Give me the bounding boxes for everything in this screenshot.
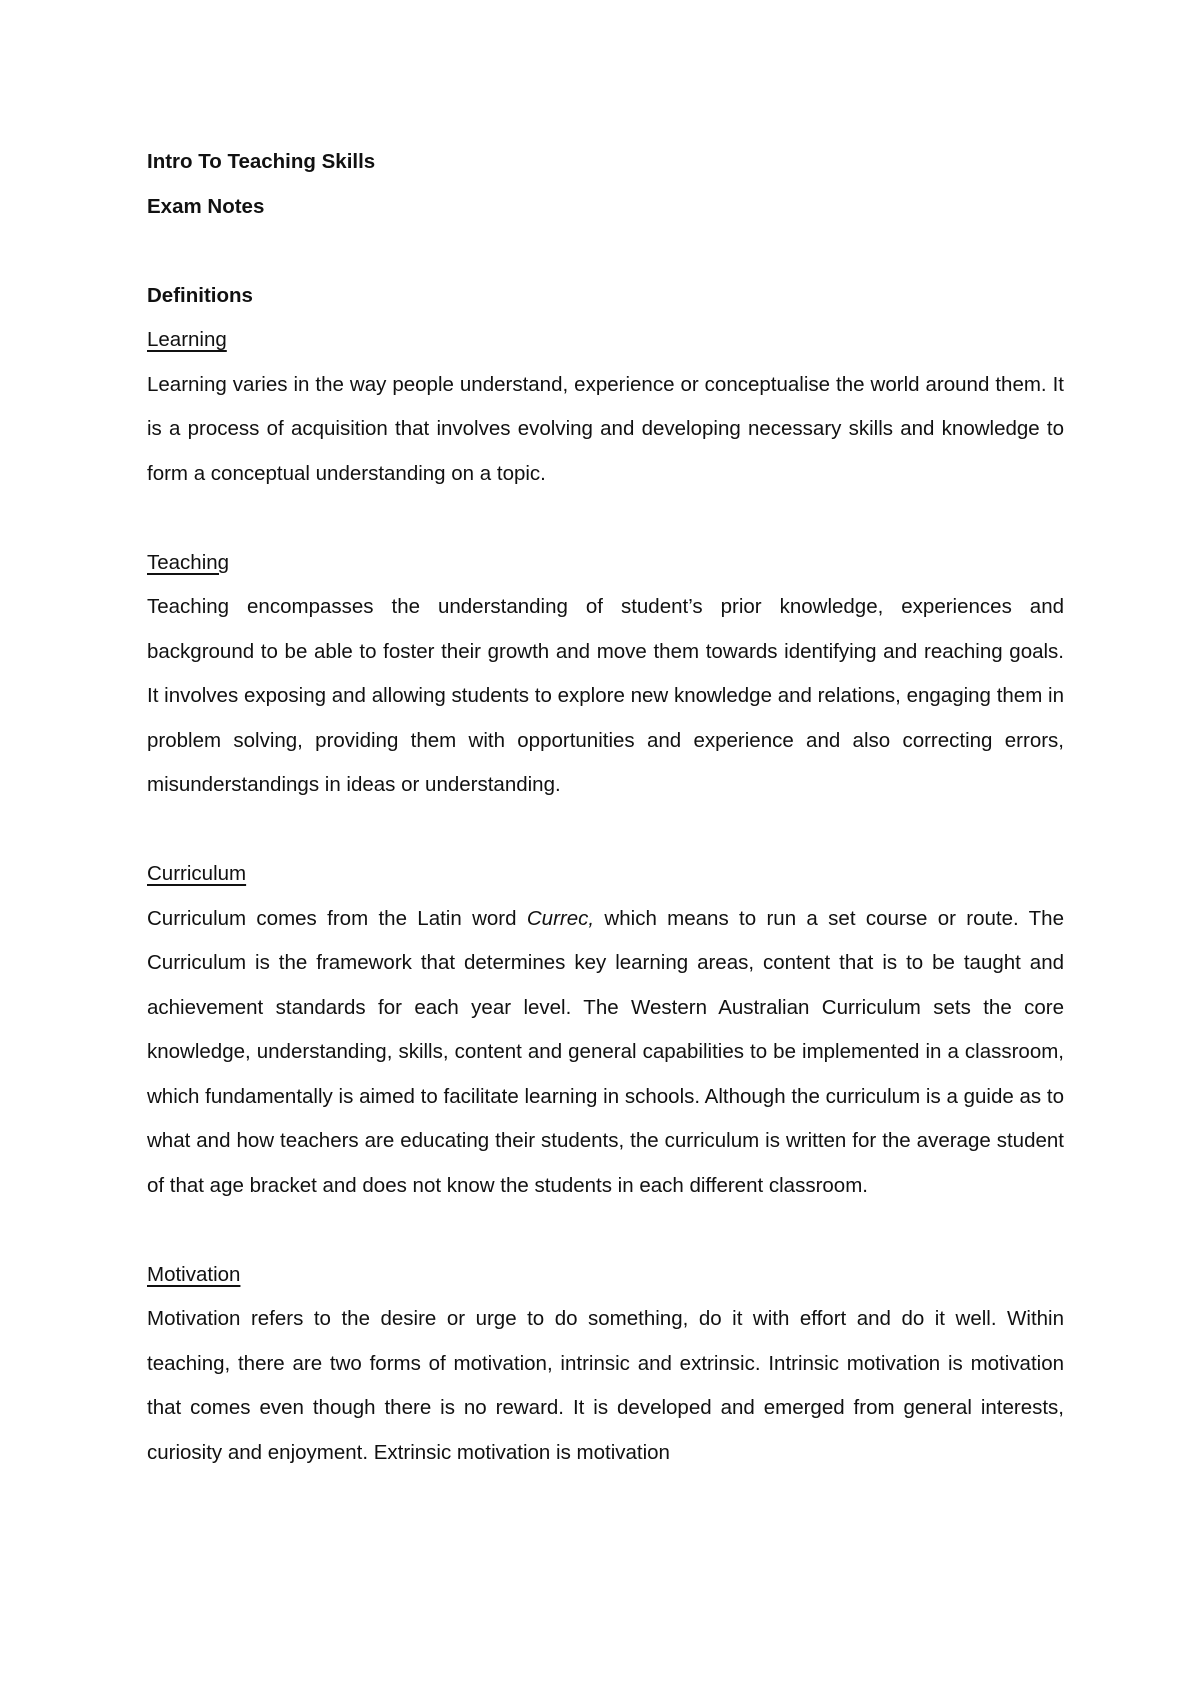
teaching-heading-text: Teaching xyxy=(147,550,230,574)
motivation-heading-text: Motivation xyxy=(147,1262,241,1286)
curriculum-text-rest: which means to run a set course or route. The Curriculum is the framework that determines key learning areas, content that is to be taught and achievement standards for each year level. The Western Australian Curriculum sets the core knowledge, understanding, skills, content and general capabilities to be implemented in a classroom, which fundamentally is aimed to facilitate learning in schools. Although the curriculum is a guide as to what and how teachers are educating their students, the curriculum is written for the average student of that age bracket and does not know the students in each different classroom. xyxy=(147,906,1064,1197)
learning-paragraph: Learning varies in the way people understand, experience or conceptualise the world around them. It is a process of acquisition that involves evolving and developing necessary skills and knowledge to form a conceptual understanding on a topic. xyxy=(147,372,1064,485)
blank-line xyxy=(147,1208,1064,1253)
teaching-paragraph: Teaching encompasses the understanding of student’s prior knowledge, experiences and background to be able to foster their growth and move them towards identifying and reaching goals. It involves exposing and allowing students to explore new knowledge and relations, engaging them in problem solving, providing them with opportunities and experience and also correcting errors, misunderstandings in ideas or understanding. xyxy=(147,595,1064,796)
curriculum-latin-word: Currec, xyxy=(526,906,595,930)
teaching-heading xyxy=(147,541,1064,586)
curriculum-heading xyxy=(147,852,1064,897)
motivation-heading xyxy=(147,1253,1064,1298)
document-title: Intro To Teaching Skills xyxy=(147,150,376,173)
blank-line xyxy=(147,808,1064,853)
curriculum-paragraph xyxy=(147,897,1064,1209)
learning-heading xyxy=(147,318,1064,363)
blank-line xyxy=(147,496,1064,541)
learning-heading-text: Learning xyxy=(147,328,227,351)
curriculum-heading-text: Curriculum xyxy=(147,862,247,885)
blank-line xyxy=(147,229,1064,274)
document-content xyxy=(147,140,1064,1475)
curriculum-text-start: Curriculum comes from the Latin word xyxy=(147,906,527,930)
motivation-paragraph: Motivation refers to the desire or urge to do something, do it with effort and do it well. Within teaching, there are two forms of motivation, intrinsic and extrinsic. Intrinsic motivation is motivation that comes even though there is no reward. It is developed and emerged from general interests, curiosity and enjoyment. Extrinsic motivation is motivation xyxy=(147,1307,1064,1464)
document-subtitle: Exam Notes xyxy=(147,194,265,218)
section-heading-definitions: Definitions xyxy=(147,283,253,307)
